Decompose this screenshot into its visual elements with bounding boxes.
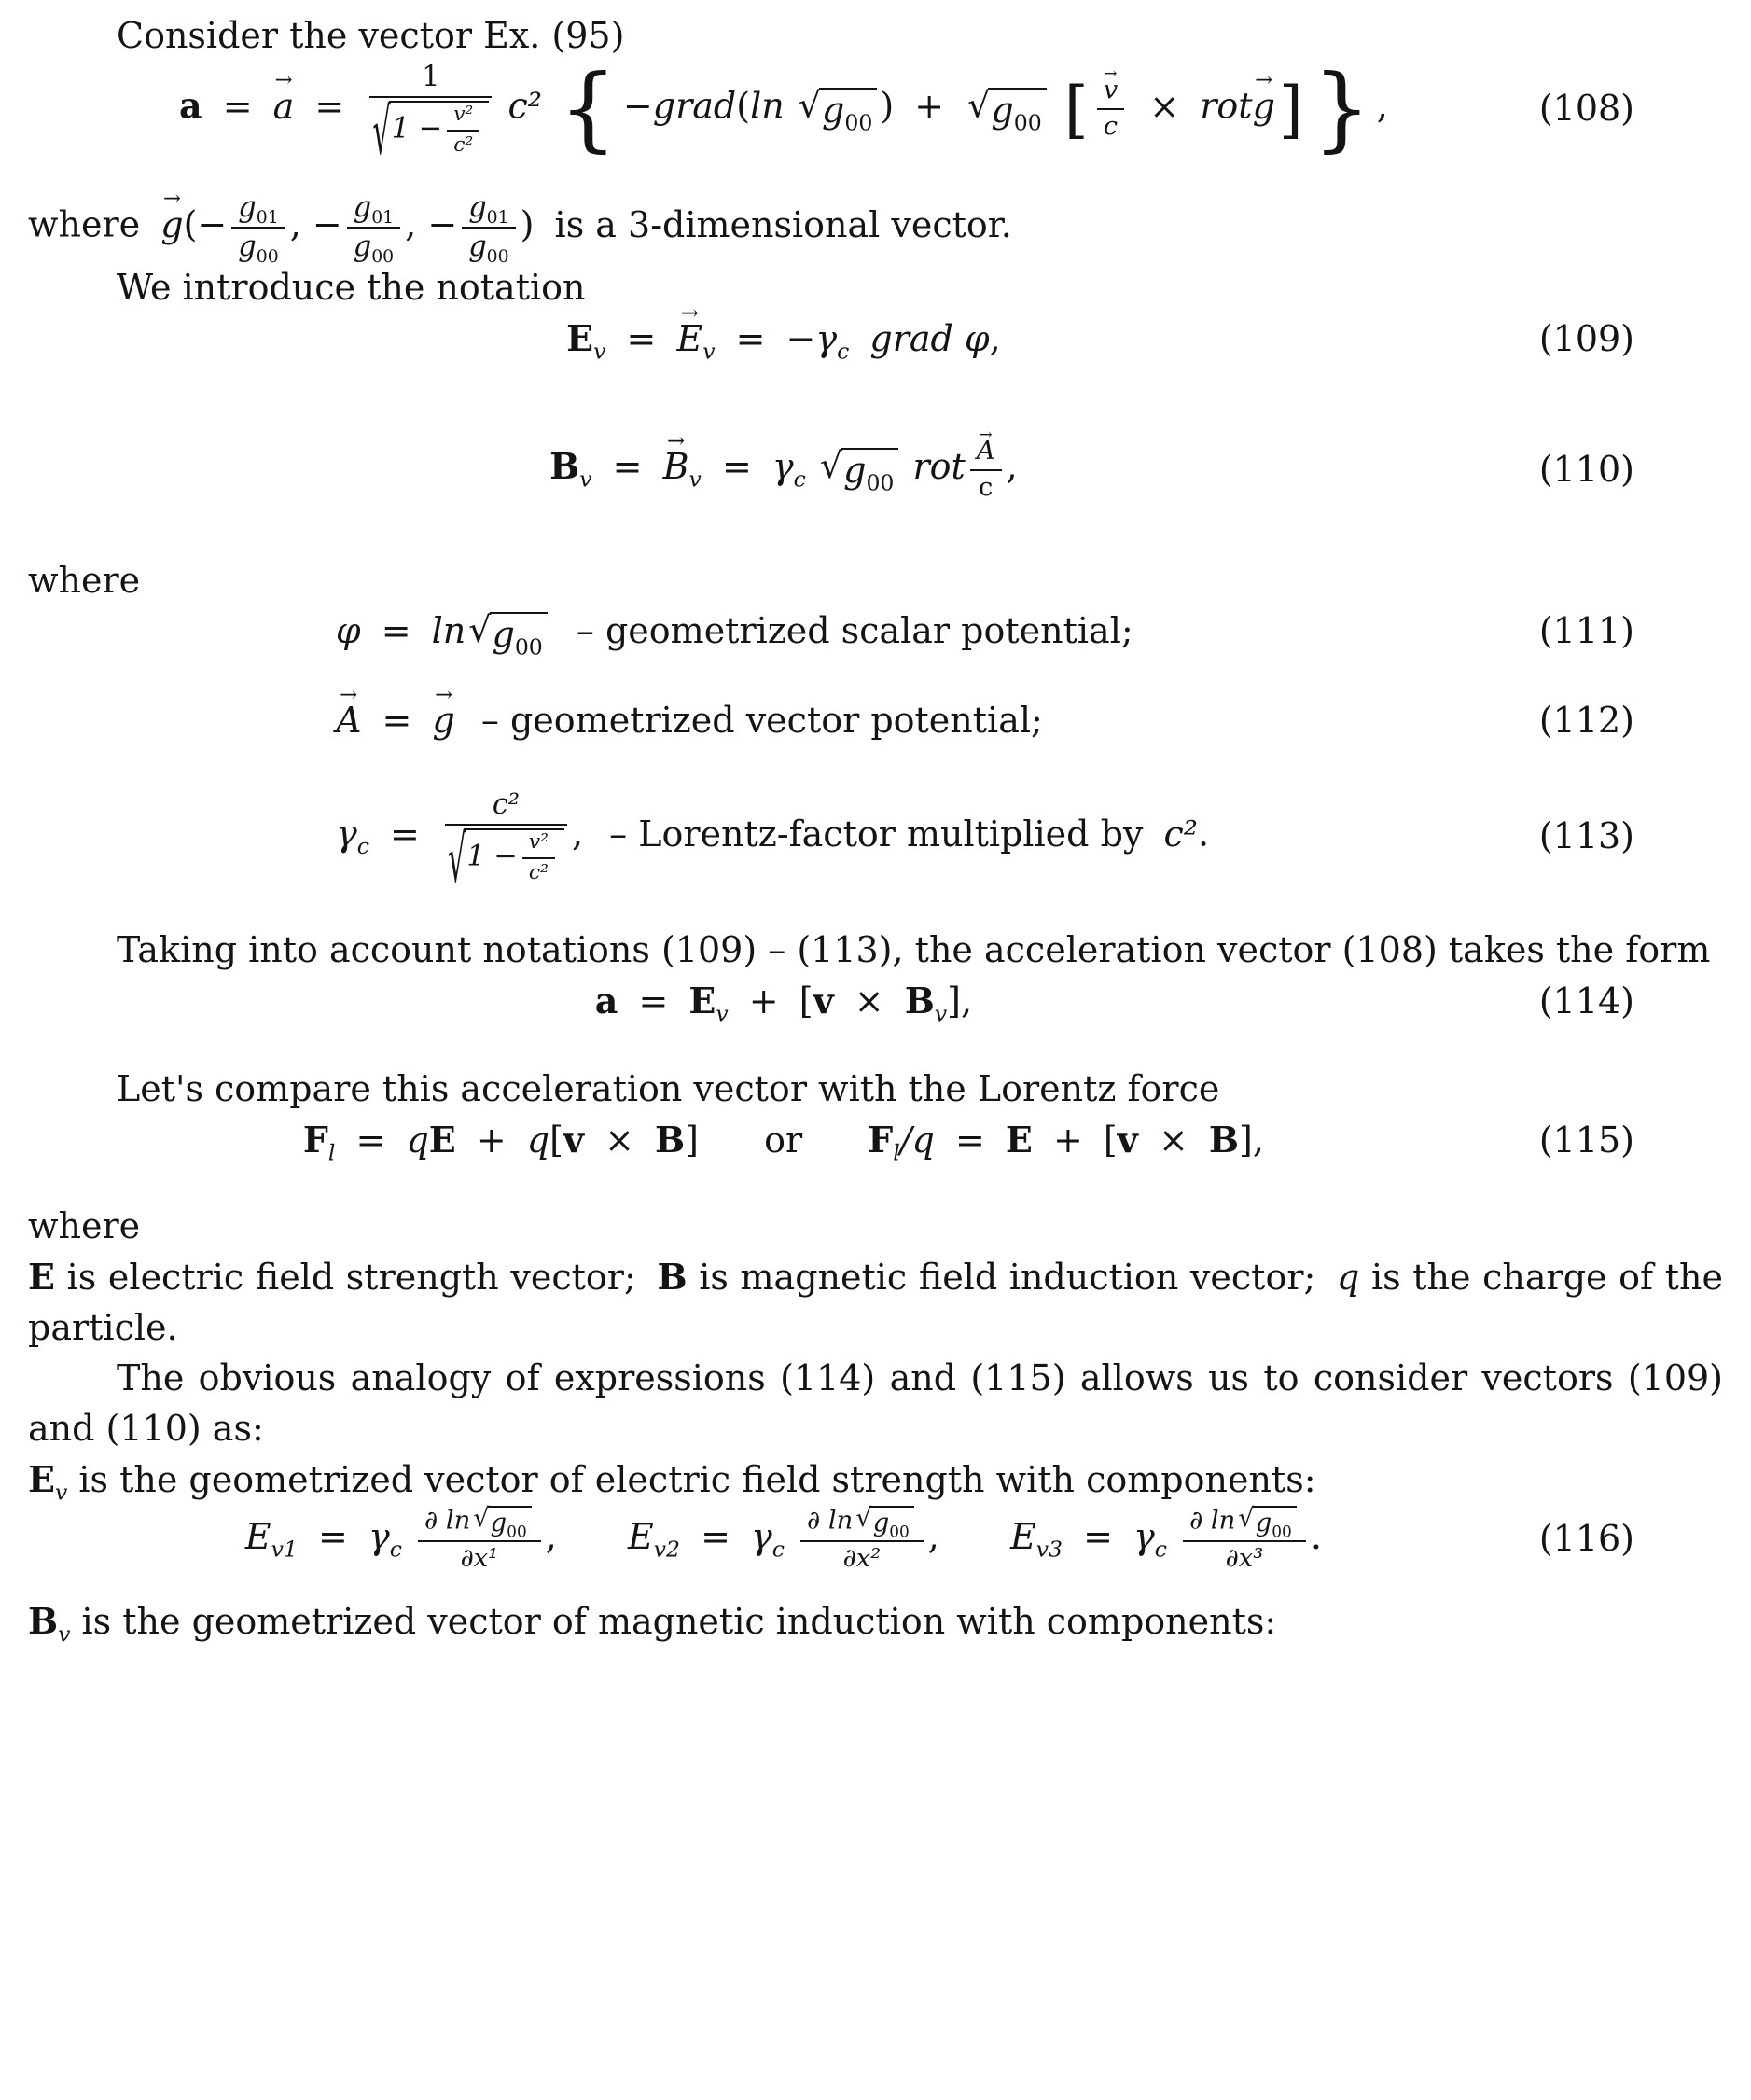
radical-sign: √: [468, 609, 492, 651]
paragraph-field-definitions: [28, 1252, 1723, 1354]
subscript-v1: v1: [271, 1536, 298, 1563]
fraction-numerator: [1183, 1503, 1306, 1542]
comma: ,: [289, 203, 301, 245]
comma: ,: [927, 1515, 939, 1557]
symbol-g-vector: g →: [1253, 82, 1275, 132]
symbol-F-bold: F: [302, 1119, 328, 1161]
minus-sign: −: [785, 318, 816, 360]
equation-109-content: [28, 313, 1539, 365]
definition-text: – Lorentz-factor multiplied by: [609, 813, 1144, 855]
metric-g: g: [991, 89, 1014, 131]
plus-sign: +: [914, 85, 945, 127]
equals-sign: =: [314, 85, 345, 127]
square-root: [447, 824, 564, 898]
equals-sign: =: [954, 1120, 985, 1161]
right-paren: ): [520, 203, 535, 245]
equation-number: (113): [1538, 815, 1634, 857]
symbol-E-bold: E: [428, 1119, 456, 1161]
symbol-g-vector: g →: [432, 696, 454, 746]
times-sign: ×: [605, 1120, 634, 1161]
c-squared: c²: [528, 860, 549, 884]
fraction-denominator: [231, 229, 285, 268]
symbol-F-bold: F: [868, 1119, 894, 1161]
gamma-fraction: [445, 788, 567, 898]
symbol-B-bold: B: [28, 1599, 59, 1642]
equation-number: (111): [1538, 610, 1634, 652]
equation-number: (116): [1538, 1518, 1634, 1560]
symbol-v-bold: v: [813, 980, 834, 1022]
symbol-A-vector: A →: [336, 696, 361, 746]
comma: ,: [1006, 446, 1018, 488]
grad-operator: grad: [869, 318, 953, 360]
subscript-00: 00: [256, 247, 279, 268]
subscript-01: 01: [486, 208, 509, 229]
symbol-c: c: [979, 472, 994, 502]
gamma-symbol: γ: [336, 813, 357, 855]
charge-q: q: [1336, 1257, 1360, 1299]
paragraph-introduce: [28, 263, 1723, 313]
comma: ,: [989, 318, 1001, 360]
left-paren: (: [736, 85, 751, 127]
symbol-a-vector: a →: [273, 82, 295, 132]
or-text: or: [764, 1120, 803, 1161]
fraction-denominator: [462, 229, 515, 268]
c-squared: c²: [1163, 813, 1198, 855]
partial-x3: ∂x³: [1225, 1544, 1264, 1574]
rot-operator: rot: [1200, 85, 1253, 127]
radicand: [490, 612, 548, 661]
comma: ,: [1376, 85, 1388, 127]
metric-g: g: [238, 230, 257, 264]
subscript-v: v: [688, 466, 702, 493]
c-squared: c²: [453, 132, 474, 157]
component-Ev3: [1009, 1503, 1322, 1574]
symbol-E-bold: E: [688, 980, 716, 1022]
equation-111-content: [28, 606, 1539, 661]
symbol-B-bold: B: [655, 1119, 686, 1161]
times-sign: ×: [854, 980, 884, 1022]
derivative-fraction: [800, 1503, 924, 1574]
equation-number: (108): [1538, 88, 1634, 130]
gamma-symbol: γ: [815, 318, 838, 360]
metric-g: g: [492, 614, 515, 656]
left-bracket: [: [799, 980, 813, 1022]
subscript-00: 00: [844, 109, 873, 136]
metric-g: g: [238, 191, 257, 225]
lorentz-fraction: [369, 60, 492, 171]
field-def-text: is the charge of the particle.: [28, 1257, 1723, 1348]
field-def-text: is magnetic field induction vector;: [699, 1257, 1316, 1299]
symbol-E: E: [244, 1515, 271, 1557]
minus-sign: −: [427, 203, 458, 245]
where-text: where: [28, 1205, 141, 1247]
plus-sign: +: [476, 1120, 507, 1161]
equation-113: [28, 788, 1723, 898]
equation-115: [28, 1115, 1723, 1166]
symbol-E-bold: E: [566, 317, 594, 360]
g01-over-g00: [462, 191, 515, 268]
sqrt-g00: [1238, 1503, 1297, 1541]
right-brace: }: [1312, 55, 1371, 162]
radical-sign: √: [819, 445, 843, 487]
analogy-text: The obvious analogy of expressions (114) and (115) allows us to consider vectors (109) and (110) as:: [28, 1356, 1723, 1449]
equals-sign: =: [355, 1120, 386, 1161]
paragraph-compare: [28, 1064, 1723, 1115]
fraction-numerator: [347, 192, 400, 229]
ev-definition-text: is the geometrized vector of electric field strength with components:: [78, 1458, 1316, 1500]
gamma-symbol: γ: [1133, 1515, 1155, 1557]
symbol-B-vector: B →: [663, 442, 689, 493]
ln-operator: ln: [431, 610, 466, 652]
sqrt-g00: [967, 84, 1047, 136]
symbol-E: E: [1009, 1515, 1036, 1557]
g01-over-g00: [347, 191, 400, 268]
symbol-a-bold: a: [594, 980, 618, 1022]
sqrt-g00: [468, 609, 548, 661]
field-def-text: is electric field strength vector;: [66, 1257, 636, 1299]
partial-ln: ∂ ln: [1189, 1506, 1236, 1536]
sqrt-g00: [819, 445, 899, 496]
symbol-a-bold: a: [179, 84, 202, 127]
v-squared: v²: [522, 831, 555, 859]
derivative-fraction: [1183, 1503, 1306, 1574]
times-sign: ×: [1149, 85, 1180, 127]
left-paren: (: [183, 203, 198, 245]
radical-sign: √: [372, 96, 391, 171]
period: .: [1310, 1515, 1322, 1557]
paragraph-ev-definition: [28, 1454, 1723, 1506]
symbol-B-bold: B: [657, 1256, 688, 1299]
equation-116-content: [28, 1503, 1539, 1574]
sqrt-g00: [473, 1503, 532, 1541]
subscript-c: c: [389, 1536, 402, 1563]
phi-symbol: φ: [964, 318, 990, 360]
fraction-numerator: [800, 1503, 924, 1542]
subscript-v: v: [934, 1000, 948, 1027]
equals-sign: =: [318, 1515, 348, 1557]
equation-115-content: [28, 1115, 1539, 1166]
equation-number: (109): [1538, 317, 1634, 359]
v-squared: v²: [447, 104, 479, 132]
symbol-E-bold: E: [28, 1457, 55, 1500]
subscript-00: 00: [889, 1522, 910, 1541]
subscript-v2: v2: [653, 1536, 680, 1563]
left-bracket: [: [1103, 1120, 1118, 1161]
sqrt-g00: [855, 1503, 914, 1541]
subscript-c: c: [771, 1536, 785, 1563]
metric-g: g: [353, 191, 372, 225]
ln-operator: ln: [750, 85, 785, 127]
equation-112-content: [28, 696, 1539, 746]
symbol-g-vector: g →: [160, 201, 183, 251]
derivative-fraction: [418, 1503, 541, 1574]
radicand: [464, 828, 564, 884]
equation-109: [28, 313, 1723, 365]
symbol-c: c: [1103, 112, 1119, 141]
right-bracket: ]: [685, 1120, 699, 1161]
comma: ,: [545, 1515, 557, 1557]
c-squared: c²: [507, 85, 542, 127]
symbol-v-vector: v →: [1104, 76, 1118, 105]
right-bracket: ]: [1278, 73, 1303, 146]
subscript-01: 01: [371, 208, 395, 229]
subscript-v3: v3: [1035, 1536, 1063, 1563]
plus-sign: +: [1052, 1120, 1083, 1161]
paragraph-intro: [28, 11, 1723, 62]
equals-sign: =: [381, 610, 411, 652]
fraction-numerator: [418, 1503, 541, 1542]
divided-by-q: /q: [899, 1120, 935, 1161]
subscript-00: 00: [486, 247, 509, 268]
partial-x2: ∂x²: [842, 1544, 882, 1574]
fraction-numerator: 1: [369, 62, 492, 98]
equals-sign: =: [222, 85, 253, 127]
left-bracket: [: [1063, 73, 1089, 146]
partial-ln: ∂ ln: [807, 1506, 854, 1536]
equals-sign: =: [390, 813, 420, 855]
plus-sign: +: [748, 980, 779, 1022]
sqrt-g00: [798, 84, 878, 136]
equals-sign: =: [382, 700, 412, 742]
metric-g: g: [1255, 1508, 1272, 1537]
radical-sign: √: [473, 1503, 490, 1533]
symbol-B-bold: B: [904, 980, 935, 1022]
equals-sign: =: [1083, 1515, 1113, 1557]
left-bracket: [: [549, 1120, 563, 1161]
subscript-00: 00: [1013, 109, 1042, 136]
bv-definition-text: is the geometrized vector of magnetic induction with components:: [81, 1600, 1277, 1642]
equals-sign: =: [638, 980, 669, 1022]
symbol-B-bold: B: [549, 445, 580, 488]
equals-sign: =: [612, 446, 643, 488]
subscript-00: 00: [371, 247, 395, 268]
component-Ev2: [627, 1503, 939, 1574]
equation-116: [28, 1503, 1723, 1574]
paragraph-bv-definition: [28, 1596, 1723, 1648]
right-bracket-comma: ],: [947, 980, 973, 1022]
equation-number: (114): [1538, 980, 1634, 1022]
equation-111: [28, 606, 1723, 661]
where-suffix-text: is a 3-dimensional vector.: [554, 203, 1012, 245]
equation-number: (110): [1538, 448, 1634, 490]
subscript-c: c: [793, 466, 806, 493]
radical-sign: √: [967, 84, 991, 126]
fraction-numerator: [970, 438, 1002, 471]
radicand: [819, 88, 877, 136]
paragraph-where-a: [28, 556, 1723, 606]
square-root: [372, 96, 489, 171]
subscript-00: 00: [507, 1522, 527, 1541]
subscript-l: l: [327, 1139, 336, 1166]
component-Ev1: [244, 1503, 557, 1574]
subscript-01: 01: [256, 208, 279, 229]
intro-text: Consider the vector Ex. (95): [117, 15, 625, 56]
subscript-v: v: [716, 1000, 729, 1027]
symbol-E-bold: E: [28, 1256, 55, 1299]
fraction-numerator: [231, 192, 285, 229]
radicand: [841, 448, 898, 496]
equation-number: (112): [1538, 700, 1634, 742]
metric-g: g: [822, 89, 845, 131]
equals-sign: =: [626, 318, 657, 360]
equation-112: [28, 696, 1723, 746]
partial-x1: ∂x¹: [460, 1544, 499, 1574]
v2-over-c2-fraction: [522, 831, 555, 884]
v-over-c-fraction: [1097, 76, 1124, 141]
partial-ln: ∂ ln: [424, 1506, 471, 1536]
right-paren: ): [880, 85, 895, 127]
compare-text: Let's compare this acceleration vector with the Lorentz force: [117, 1068, 1220, 1110]
fraction-numerator: [1097, 76, 1124, 110]
charge-q: q: [406, 1120, 429, 1161]
metric-g: g: [843, 450, 867, 492]
phi-symbol: φ: [336, 610, 361, 652]
metric-g: g: [468, 191, 487, 225]
radicand: [1253, 1506, 1297, 1541]
equation-113-content: [28, 788, 1539, 898]
equals-sign: =: [721, 446, 752, 488]
where-text: where: [28, 203, 141, 245]
symbol-A-vector: A →: [977, 438, 995, 466]
fraction-denominator: [445, 824, 567, 898]
one-minus: 1 −: [466, 840, 518, 873]
radicand: [389, 101, 490, 157]
subscript-l: l: [893, 1139, 900, 1166]
symbol-v-bold: v: [563, 1119, 585, 1161]
radical-sign: √: [798, 84, 822, 126]
right-bracket-comma: ],: [1239, 1120, 1264, 1161]
c-squared: c²: [445, 789, 567, 826]
metric-g: g: [490, 1508, 507, 1537]
equation-110-content: [28, 438, 1539, 502]
v2-over-c2-fraction: [447, 104, 479, 157]
period: .: [1197, 813, 1210, 855]
radicand: [870, 1506, 914, 1541]
charge-q: q: [526, 1120, 550, 1161]
fraction-numerator: [462, 192, 515, 229]
equals-sign: =: [735, 318, 766, 360]
subscript-v: v: [593, 338, 606, 365]
comma: ,: [571, 813, 584, 855]
paragraph-where-g: [28, 191, 1723, 268]
subscript-c: c: [1154, 1536, 1167, 1563]
equation-114: [28, 976, 1723, 1027]
subscript-00: 00: [866, 469, 895, 496]
comma: ,: [405, 203, 417, 245]
A-over-c-fraction: [970, 438, 1002, 502]
one-minus: 1 −: [391, 112, 443, 146]
equals-sign: =: [701, 1515, 730, 1557]
symbol-B-bold: B: [1208, 1119, 1239, 1161]
radical-sign: √: [447, 824, 466, 898]
symbol-v-bold: v: [1117, 1119, 1138, 1161]
equation-108: [28, 55, 1723, 171]
subscript-00: 00: [1272, 1522, 1292, 1541]
subscript-c: c: [837, 338, 850, 365]
radical-sign: √: [855, 1503, 872, 1533]
taking-text: Taking into account notations (109) – (113), the acceleration vector (108) takes the form: [117, 929, 1711, 971]
where-text: where: [28, 560, 141, 602]
grad-operator: grad: [652, 85, 737, 127]
minus-sign: −: [622, 85, 653, 127]
equation-108-content: [28, 55, 1539, 171]
definition-text: – geometrized vector potential;: [480, 700, 1043, 742]
equation-110: [28, 438, 1723, 502]
paragraph-analogy: [28, 1354, 1723, 1454]
left-brace: {: [559, 55, 618, 162]
radicand: [988, 88, 1046, 136]
radical-sign: √: [1238, 1503, 1255, 1533]
paragraph-where-b: [28, 1202, 1723, 1252]
introduce-text: We introduce the notation: [117, 267, 586, 309]
times-sign: ×: [1158, 1120, 1188, 1161]
gamma-symbol: γ: [771, 446, 794, 488]
rot-operator: rot: [912, 446, 966, 488]
minus-sign: −: [312, 203, 342, 245]
symbol-E-vector: E →: [676, 314, 702, 365]
minus-sign: −: [197, 203, 228, 245]
radicand: [488, 1506, 532, 1541]
subscript-v: v: [579, 466, 592, 493]
subscript-v: v: [58, 1620, 71, 1648]
paragraph-taking: [28, 925, 1723, 976]
metric-g: g: [872, 1508, 890, 1537]
equation-114-content: [28, 976, 1539, 1027]
fraction-denominator: [369, 96, 492, 171]
fraction-denominator: [347, 229, 400, 268]
subscript-00: 00: [514, 634, 543, 661]
subscript-v: v: [54, 1479, 68, 1506]
g01-over-g00: [231, 191, 285, 268]
metric-g: g: [353, 230, 372, 264]
subscript-c: c: [356, 833, 369, 860]
gamma-symbol: γ: [751, 1515, 772, 1557]
subscript-v: v: [702, 338, 716, 365]
metric-g: g: [468, 230, 487, 264]
definition-text: – geometrized scalar potential;: [576, 610, 1133, 652]
equation-number: (115): [1538, 1119, 1634, 1161]
symbol-E-bold: E: [1005, 1119, 1033, 1161]
gamma-symbol: γ: [368, 1515, 390, 1557]
symbol-E: E: [627, 1515, 654, 1557]
